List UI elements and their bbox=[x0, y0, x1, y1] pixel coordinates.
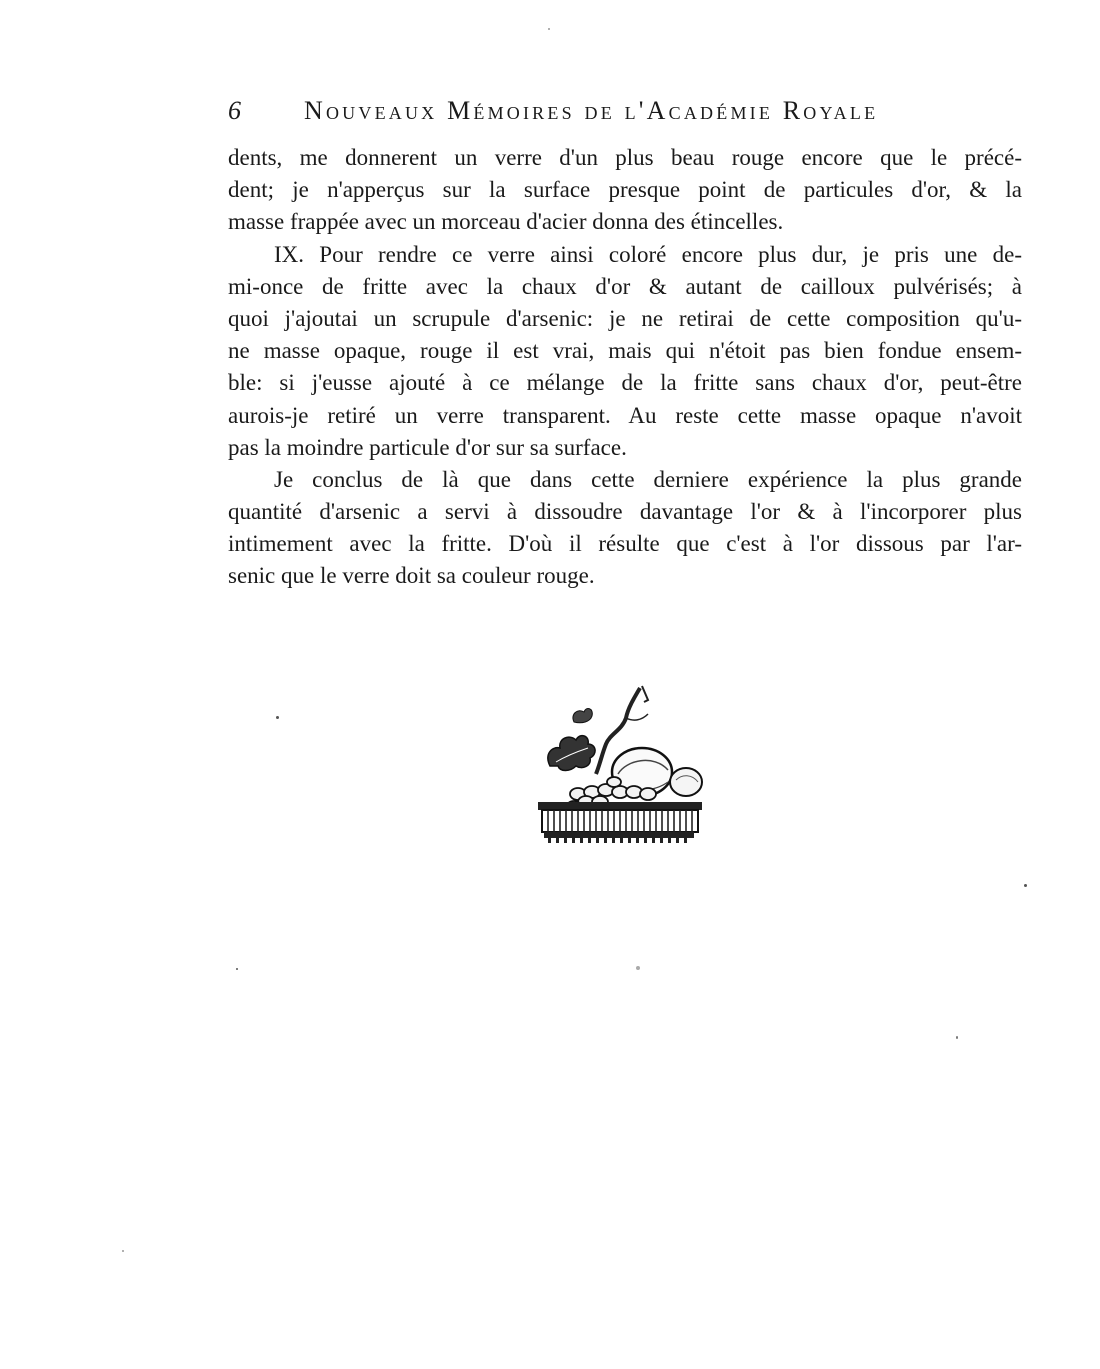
text-line: pas la moindre particule d'or sur sa surface. bbox=[228, 434, 627, 460]
page-header bbox=[228, 96, 1028, 136]
text-line: masse frappée avec un morceau d'acier donna des étincelles. bbox=[228, 209, 784, 235]
print-speck bbox=[956, 1036, 958, 1039]
text-line: mi-once de fritte avec la chaux d'or & autant de cailloux pulvérisés; à bbox=[228, 273, 1022, 299]
print-speck bbox=[548, 28, 550, 30]
text-line: senic que le verre doit sa couleur rouge. bbox=[228, 563, 595, 589]
text-line: quantité d'arsenic a servi à dissoudre davantage l'or & à l'incorporer plus bbox=[228, 499, 1022, 525]
text-line: Je conclus de là que dans cette derniere expérience la plus grande bbox=[274, 466, 1022, 492]
text-line: ble: si j'eusse ajouté à ce mélange de la fritte sans chaux d'or, peut-être bbox=[228, 370, 1022, 396]
text-line: ne masse opaque, rouge il est vrai, mais qui n'étoit pas bien fondue ensem- bbox=[228, 338, 1022, 364]
print-speck bbox=[276, 716, 279, 719]
body-text bbox=[228, 142, 1022, 593]
text-line: intimement avec la fritte. D'où il résulte que c'est à l'or dissous par l'ar- bbox=[228, 531, 1022, 557]
text-line: dent; je n'apperçus sur la surface presque point de particules d'or, & la bbox=[228, 177, 1022, 203]
running-title: Nouveaux Mémoires de l'Académie Royale bbox=[304, 96, 879, 125]
fruit-basket-vignette-icon bbox=[530, 678, 710, 848]
print-speck bbox=[636, 966, 640, 970]
print-speck bbox=[1024, 884, 1027, 887]
text-line: dents, me donnerent un verre d'un plus beau rouge encore que le précé- bbox=[228, 145, 1022, 170]
print-speck bbox=[236, 968, 238, 970]
text-line: quoi j'ajoutai un scrupule d'arsenic: je ne retirai de cette composition qu'u- bbox=[228, 305, 1022, 331]
text-line: aurois-je retiré un verre transparent. Au reste cette masse opaque n'avoit bbox=[228, 402, 1022, 428]
print-speck bbox=[122, 1250, 124, 1252]
page-number: 6 bbox=[228, 96, 241, 125]
text-line: IX. Pour rendre ce verre ainsi coloré encore plus dur, je pris une de- bbox=[274, 241, 1022, 267]
